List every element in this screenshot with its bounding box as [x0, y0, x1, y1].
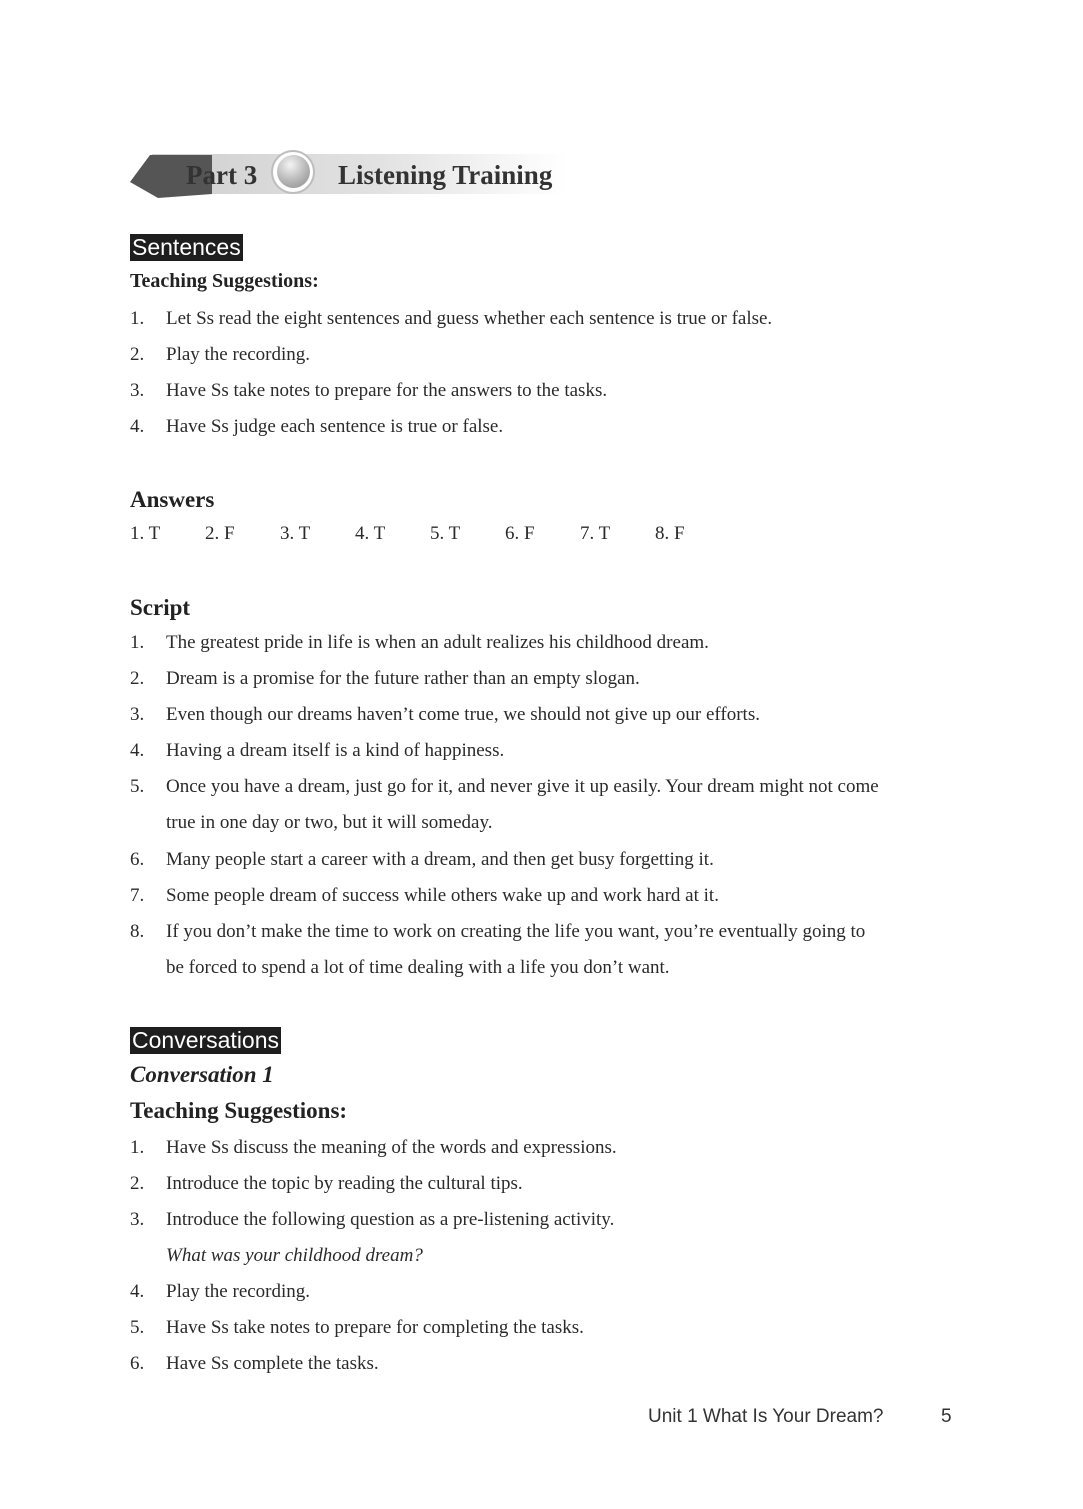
answer-item: 1. T	[130, 523, 161, 544]
page-number: 5	[941, 1406, 952, 1427]
answer-item: 7. T	[580, 523, 611, 544]
item-text: If you don’t make the time to work on creating the life you want, you’re eventually going to	[166, 921, 866, 942]
item-number: 4.	[130, 1281, 145, 1302]
item-text: Introduce the following question as a pre-listening activity.	[166, 1209, 615, 1230]
sentences-suggestions-heading: Teaching Suggestions:	[130, 270, 319, 292]
conversations-heading: Conversations	[132, 1027, 280, 1053]
item-continuation: What was your childhood dream?	[166, 1245, 423, 1266]
answer-item: 2. F	[205, 523, 235, 544]
item-text: Have Ss judge each sentence is true or false.	[166, 416, 504, 437]
item-number: 8.	[130, 921, 145, 942]
part-label: Part 3	[186, 160, 258, 190]
item-text: Have Ss take notes to prepare for the answers to the tasks.	[166, 380, 608, 401]
item-text: Many people start a career with a dream, and then get busy forgetting it.	[166, 849, 714, 870]
item-text: Once you have a dream, just go for it, and never give it up easily. Your dream might not come	[166, 776, 879, 797]
answer-item: 4. T	[355, 523, 386, 544]
item-number: 2.	[130, 344, 145, 365]
item-number: 2.	[130, 668, 145, 689]
item-number: 3.	[130, 380, 145, 401]
item-text: Some people dream of success while others wake up and work hard at it.	[166, 885, 719, 906]
item-number: 5.	[130, 776, 145, 797]
item-number: 3.	[130, 704, 145, 725]
sentences-heading: Sentences	[132, 234, 241, 260]
item-continuation: true in one day or two, but it will someday.	[166, 812, 493, 833]
answer-item: 5. T	[430, 523, 461, 544]
item-text: Dream is a promise for the future rather than an empty slogan.	[166, 668, 640, 689]
item-text: Have Ss take notes to prepare for completing the tasks.	[166, 1317, 584, 1338]
footer-unit-title: Unit 1 What Is Your Dream?	[648, 1406, 884, 1427]
item-number: 6.	[130, 1353, 145, 1374]
item-number: 4.	[130, 416, 145, 437]
item-text: The greatest pride in life is when an adult realizes his childhood dream.	[166, 632, 709, 653]
script-heading: Script	[130, 595, 191, 620]
item-text: Even though our dreams haven’t come true, we should not give up our efforts.	[166, 704, 760, 725]
item-text: Having a dream itself is a kind of happiness.	[166, 740, 505, 761]
conversation-title: Conversation 1	[130, 1062, 274, 1087]
answer-item: 3. T	[280, 523, 311, 544]
banner-ball-icon	[277, 155, 310, 188]
item-number: 6.	[130, 849, 145, 870]
item-number: 5.	[130, 1317, 145, 1338]
item-text: Have Ss complete the tasks.	[166, 1353, 379, 1374]
item-text: Let Ss read the eight sentences and guess whether each sentence is true or false.	[166, 308, 773, 329]
item-number: 2.	[130, 1173, 145, 1194]
answers-heading: Answers	[130, 487, 215, 512]
item-text: Play the recording.	[166, 344, 311, 365]
item-number: 7.	[130, 885, 145, 906]
item-continuation: be forced to spend a lot of time dealing with a life you don’t want.	[166, 957, 670, 978]
conversation-suggestions-heading: Teaching Suggestions:	[130, 1098, 348, 1123]
item-number: 3.	[130, 1209, 145, 1230]
item-number: 1.	[130, 632, 145, 653]
item-text: Have Ss discuss the meaning of the words and expressions.	[166, 1137, 617, 1158]
answer-item: 8. F	[655, 523, 685, 544]
item-text: Introduce the topic by reading the cultural tips.	[166, 1173, 523, 1194]
answer-item: 6. F	[505, 523, 535, 544]
part-title: Listening Training	[338, 160, 553, 190]
item-number: 4.	[130, 740, 145, 761]
part-banner	[128, 150, 568, 202]
item-number: 1.	[130, 308, 145, 329]
item-text: Play the recording.	[166, 1281, 311, 1302]
item-number: 1.	[130, 1137, 145, 1158]
